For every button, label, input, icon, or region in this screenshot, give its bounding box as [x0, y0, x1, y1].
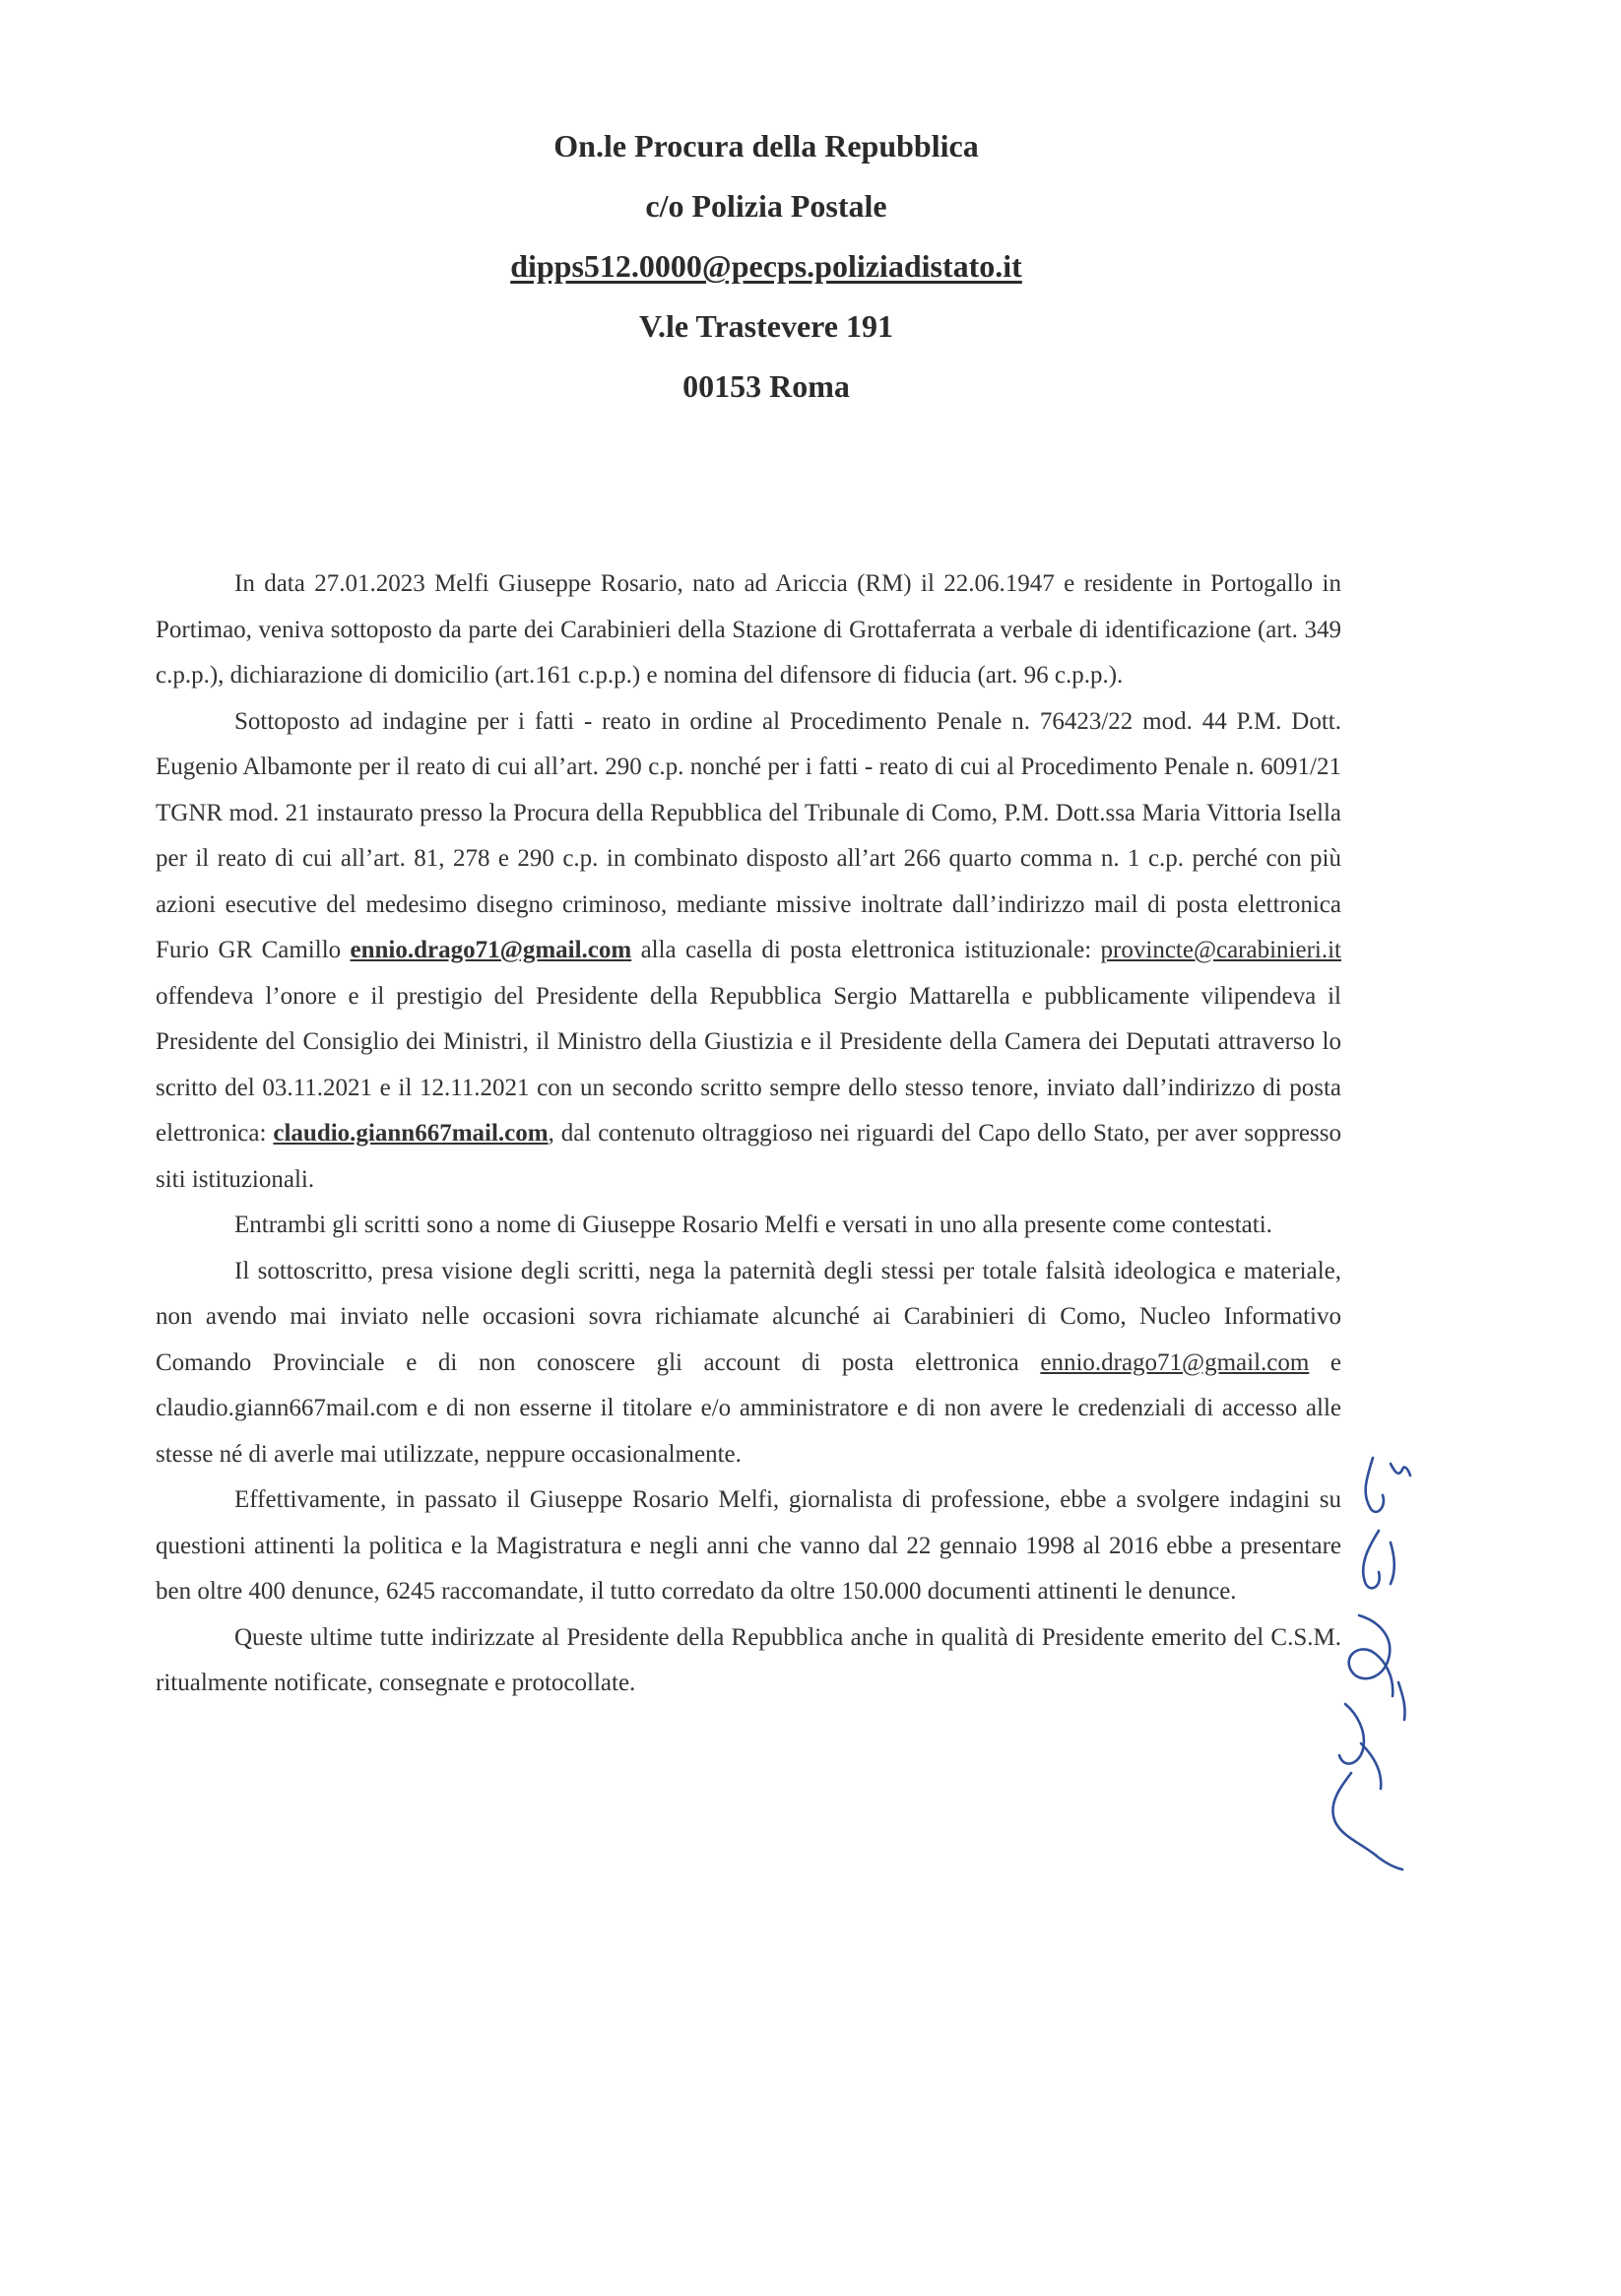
paragraph-1: In data 27.01.2023 Melfi Giuseppe Rosario, nato ad Ariccia (RM) il 22.06.1947 e residente in Portogallo in Portimao, veniva sottoposto da parte dei Carabinieri della Stazione di Grottaferrata a verbale di identificazione (art. 349 c.p.p.), dichiarazione di domicilio (art.161 c.p.p.) e nomina del difensore di fiducia (art. 96 c.p.p.). [156, 570, 1341, 689]
addressee-block [0, 116, 1532, 417]
paragraph-2-text-d: , dal contenuto oltraggioso nei riguardi del Capo dello Stato, per aver soppresso siti istituzionali. [156, 1120, 1341, 1193]
letter-body [156, 561, 1341, 1707]
addressee-office: On.le Procura della Repubblica [553, 128, 979, 164]
paragraph-4-text-a: Il sottoscritto, presa visione degli scritti, nega la paternità degli stessi per totale falsità ideologica e materiale, non avendo mai inviato nelle occasioni sovra richiamate alcunché ai Carabinieri di Como, Nucleo Informativo Comando Provinciale e di non conoscere gli account di posta elettronica [156, 1257, 1341, 1376]
paragraph-3: Entrambi gli scritti sono a nome di Giuseppe Rosario Melfi e versati in uno alla presente come contestati. [234, 1212, 1272, 1238]
email-ennio-drago-2: ennio.drago71@gmail.com [1040, 1348, 1310, 1376]
paragraph-2-text-c: offendeva l’onore e il prestigio del Presidente della Repubblica Sergio Mattarella e pubblicamente vilipendeva il Presidente del Consiglio dei Ministri, il Ministro della Giustizia e il Presidente della Camera dei Deputati attraverso lo scritto del 03.11.2021 e il 12.11.2021 con un secondo scritto sempre dello stesso tenore, inviato dall’indirizzo di posta elettronica: [156, 982, 1341, 1147]
paragraph-2-text-a: Sottoposto ad indagine per i fatti - reato in ordine al Procedimento Penale n. 76423/22 mod. 44 P.M. Dott. Eugenio Albamonte per il reato di cui all’art. 290 c.p. nonché per i fatti - reato di cui al Procedimento Penale n. 6091/21 TGNR mod. 21 instaurato presso la Procura della Repubblica del Tribunale di Como, P.M. Dott.ssa Maria Vittoria Isella per il reato di cui all’art. 81, 278 e 290 c.p. in combinato disposto all’art 266 quarto comma n. 1 c.p. perché con più azioni esecutive del medesimo disegno criminoso, mediante missive inoltrate dall’indirizzo mail di posta elettronica Furio GR Camillo [156, 707, 1341, 963]
paragraph-6: Queste ultime tutte indirizzate al Presidente della Repubblica anche in qualità di Presidente emerito del C.S.M. ritualmente notificate, consegnate e protocollate. [156, 1623, 1341, 1696]
paragraph-5: Effettivamente, in passato il Giuseppe Rosario Melfi, giornalista di professione, ebbe a svolgere indagini su questioni attinenti la politica e la Magistratura e negli anni che vanno dal 22 gennaio 1998 al 2016 ebbe a presentare ben oltre 400 denunce, 6245 raccomandate, il tutto corredato da oltre 150.000 documenti attinenti le denunce. [156, 1486, 1341, 1605]
paragraph-4-text-b: e claudio.giann667mail.com e di non esserne il titolare e/o amministratore e di non avere le credenziali di accesso alle stesse né di averle mai utilizzate, neppure occasionalmente. [156, 1348, 1341, 1468]
addressee-street: V.le Trastevere 191 [638, 308, 893, 344]
paragraph-2-text-b: alla casella di posta elettronica istituzionale: [631, 937, 1101, 963]
paragraph-4 [156, 1249, 1341, 1478]
addressee-email: dipps512.0000@pecps.poliziadistato.it [510, 248, 1022, 284]
email-claudio-giann: claudio.giann667mail.com [273, 1120, 549, 1147]
email-ennio-drago: ennio.drago71@gmail.com [350, 937, 632, 963]
addressee-department: c/o Polizia Postale [645, 188, 887, 224]
email-provincte: provincte@carabinieri.it [1100, 937, 1341, 963]
handwritten-signature [1300, 1448, 1418, 1871]
paragraph-2 [156, 699, 1341, 1204]
addressee-city: 00153 Roma [682, 368, 850, 404]
